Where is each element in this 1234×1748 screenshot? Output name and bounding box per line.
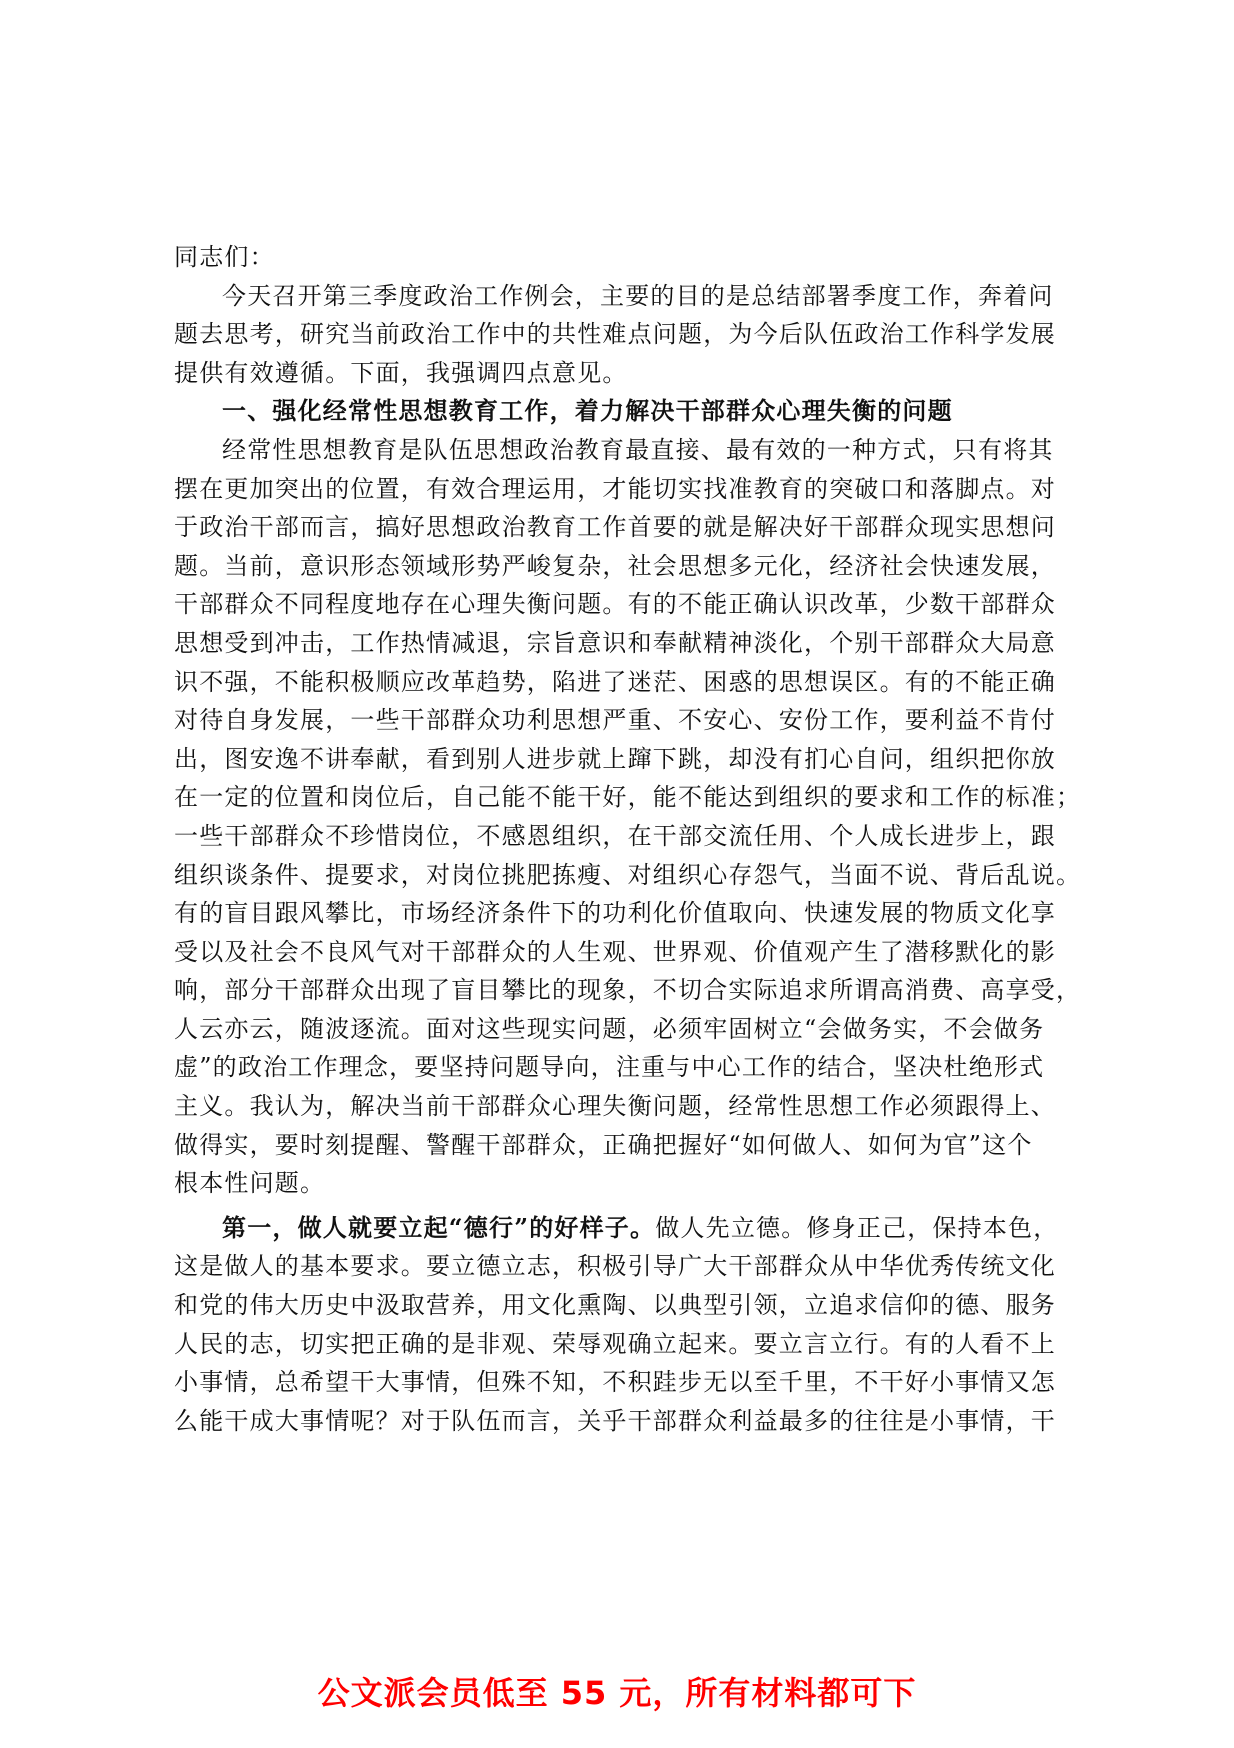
promo-banner: 公文派会员低至 55 元，所有材料都可下 (317, 1674, 917, 1712)
body-line: 经常性思想教育是队伍思想政治教育最直接、最有效的一种方式，只有将其 (222, 435, 1054, 464)
point-text: 做人先立德。修身正己，保持本色， (655, 1213, 1059, 1242)
section-heading: 一、强化经常性思想教育工作，着力解决干部群众心理失衡的问题 (222, 397, 953, 426)
body-line: 小事情，总希望干大事情，但殊不知，不积跬步无以至千里，不干好小事情又怎 (174, 1368, 1056, 1397)
body-line: 于政治干部而言，搞好思想政治教育工作首要的就是解决好干部群众现实思想问 (174, 513, 1056, 542)
salutation: 同志们： (174, 243, 275, 271)
body-line: 一些干部群众不珍惜岗位，不感恩组织，在干部交流任用、个人成长进步上，跟 (174, 821, 1056, 850)
body-line: 这是做人的基本要求。要立德立志，积极引导广大干部群众从中华优秀传统文化 (174, 1252, 1056, 1281)
body-line: 人云亦云，随波逐流。面对这些现实问题，必须牢固树立“会做务实，不会做务 (174, 1014, 1045, 1043)
body-line: 有的盲目跟风攀比，市场经济条件下的功利化价值取向、快速发展的物质文化享 (174, 899, 1056, 928)
body-line: 主义。我认为，解决当前干部群众心理失衡问题，经常性思想工作必须跟得上、 (174, 1092, 1056, 1121)
body-line: 摆在更加突出的位置，有效合理运用，才能切实找准教育的突破口和落脚点。对 (174, 474, 1056, 503)
intro-line: 提供有效遵循。下面，我强调四点意见。 (174, 358, 628, 387)
body-line: 对待自身发展，一些干部群众功利思想严重、不安心、安份工作，要利益不肯付 (174, 706, 1056, 735)
body-line: 组织谈条件、提要求，对岗位挑肥拣瘦、对组织心存怨气，当面不说、背后乱说。 (174, 860, 1082, 889)
body-line: 题。当前，意识形态领域形势严峻复杂，社会思想多元化，经济社会快速发展， (174, 551, 1056, 580)
body-line: 受以及社会不良风气对干部群众的人生观、世界观、价值观产生了潜移默化的影 (174, 937, 1056, 966)
body-line: 在一定的位置和岗位后，自己能不能干好，能不能达到组织的要求和工作的标准； (174, 783, 1082, 812)
document-body (174, 238, 1082, 1440)
body-line: 虚”的政治工作理念，要坚持问题导向，注重与中心工作的结合，坚决杜绝形式 (174, 1053, 1045, 1082)
body-line: 么能干成大事情呢？对于队伍而言，关乎干部群众利益最多的往往是小事情，干 (174, 1406, 1056, 1435)
body-line: 识不强，不能积极顺应改革趋势，陷进了迷茫、困惑的思想误区。有的不能正确 (174, 667, 1056, 696)
body-line: 做得实，要时刻提醒、警醒干部群众，正确把握好“如何做人、如何为官”这个 (174, 1130, 1033, 1159)
point-line (174, 1209, 1072, 1248)
body-line: 人民的志，切实把正确的是非观、荣辱观确立起来。要立言立行。有的人看不上 (174, 1329, 1056, 1358)
body-line: 根本性问题。 (174, 1169, 326, 1198)
intro-line: 今天召开第三季度政治工作例会，主要的目的是总结部署季度工作，奔着问 (222, 281, 1054, 310)
intro-line: 题去思考，研究当前政治工作中的共性难点问题，为今后队伍政治工作科学发展 (174, 320, 1056, 349)
body-line: 和党的伟大历史中汲取营养，用文化熏陶、以典型引领，立追求信仰的德、服务 (174, 1291, 1056, 1320)
body-line: 出，图安逸不讲奉献，看到别人进步就上蹿下跳，却没有扪心自问，组织把你放 (174, 744, 1056, 773)
body-line: 思想受到冲击，工作热情减退，宗旨意识和奉献精神淡化，个别干部群众大局意 (174, 628, 1056, 657)
body-line: 响，部分干部群众出现了盲目攀比的现象，不切合实际追求所谓高消费、高享受， (174, 976, 1082, 1005)
point-title: 第一，做人就要立起“德行”的好样子。 (222, 1212, 656, 1242)
body-line: 干部群众不同程度地存在心理失衡问题。有的不能正确认识改革，少数干部群众 (174, 590, 1056, 619)
